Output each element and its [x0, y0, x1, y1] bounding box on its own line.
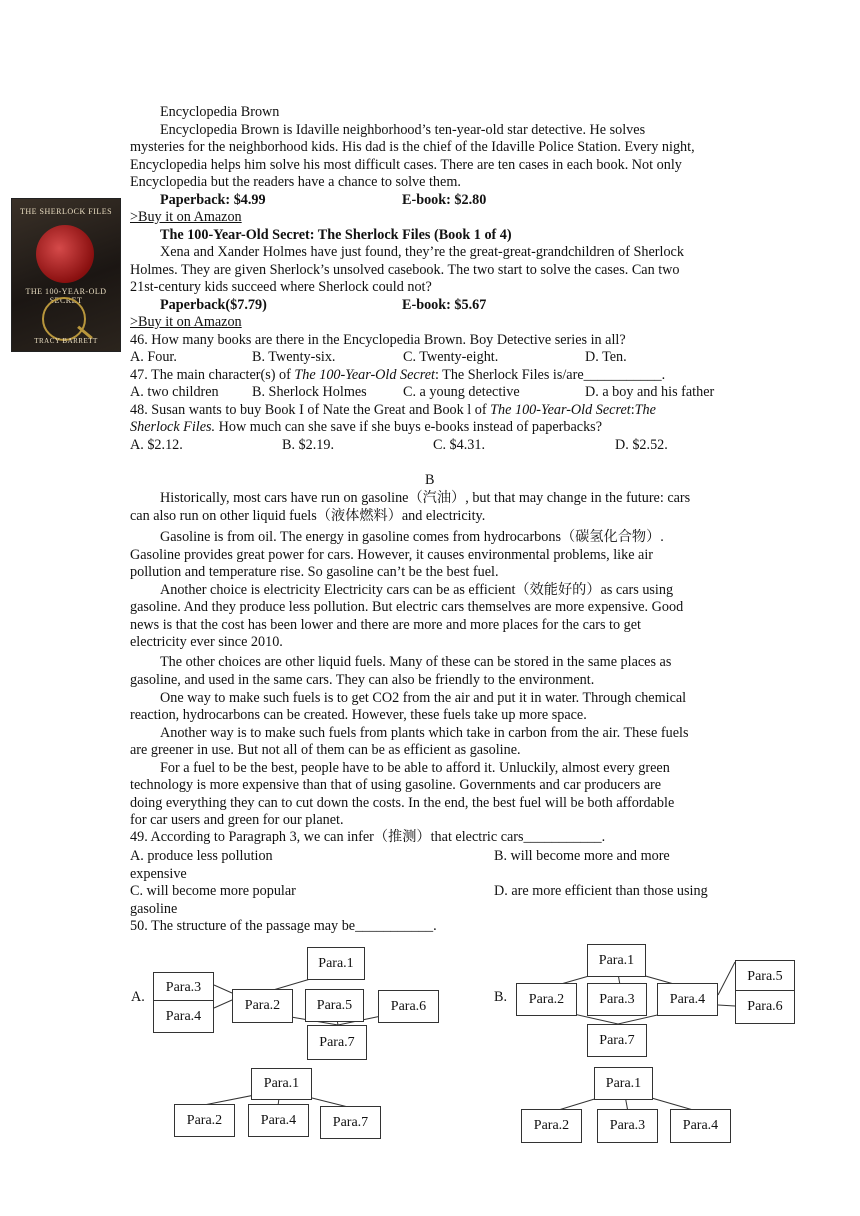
book2-amazon-link[interactable]: >Buy it on Amazon: [130, 314, 242, 330]
q47-stem-pre: 47. The main character(s) of: [130, 367, 295, 383]
passage-line: can also run on other liquid fuels（液体燃料）and electricity.: [130, 508, 486, 524]
q50-stem: 50. The structure of the passage may be___________.: [130, 918, 437, 934]
c-para4-box: Para.4: [248, 1104, 309, 1137]
passage-line: gasoline, and used in the same cars. They can also be friendly to the environment.: [130, 672, 595, 688]
book1-desc-3: Encyclopedia helps him solve his most difficult cases. There are ten cases in each book. Not only: [130, 157, 682, 173]
q48-option-b: B. $2.19.: [282, 437, 335, 453]
d-para3-box: Para.3: [597, 1109, 658, 1143]
cover-series: THE SHERLOCK FILES: [19, 207, 113, 216]
book1-amazon-link[interactable]: >Buy it on Amazon: [130, 209, 242, 225]
a-para6-box: Para.6: [378, 990, 439, 1023]
a-para4-box: Para.4: [153, 1000, 214, 1033]
q47-option-d: D. a boy and his father: [585, 384, 715, 400]
passage-line: are greener in use. But not all of them can be as efficient as gasoline.: [130, 742, 521, 758]
b-para3-box: Para.3: [587, 983, 647, 1016]
b-para5-box: Para.5: [735, 960, 795, 994]
cover-author: TRACY BARRETT: [34, 337, 98, 345]
passage-line: Another way is to make such fuels from plants which take in carbon from the air. These fuels: [160, 725, 689, 741]
q47-stem-post: : The Sherlock Files is/are___________.: [434, 367, 666, 383]
book1-desc-2: mysteries for the neighborhood kids. His dad is the chief of the Idaville Police Station. Every night,: [130, 139, 695, 155]
q48-option-d: D. $2.52.: [615, 437, 668, 453]
q48-option-c: C. $4.31.: [433, 437, 486, 453]
q48-line2-post: How much can she save if she buys e-books instead of paperbacks?: [215, 419, 602, 435]
passage-line: Another choice is electricity Electricity cars can be as efficient（效能好的）as cars using: [160, 582, 674, 598]
b-line-p4-p6: [718, 1005, 735, 1006]
passage-line: For a fuel to be the best, people have to be able to afford it. Unluckily, almost every green: [160, 760, 670, 776]
q47-option-c: C. a young detective: [403, 384, 520, 400]
passage-line: reaction, hydrocarbons can be created. However, these fuels take up more space.: [130, 707, 587, 723]
q49-option-b-cont: expensive: [130, 866, 187, 882]
q46-option-b: B. Twenty-six.: [252, 349, 336, 365]
cover-title: THE 100-YEAR-OLD SECRET: [25, 287, 107, 305]
q46-option-a: A. Four.: [130, 349, 177, 365]
passage-line: news is that the cost has been lower and there are more and more places for the cars to get: [130, 617, 641, 633]
q47-stem-italic: The 100-Year-Old Secret: [294, 367, 435, 383]
q48-line1-pre: 48. Susan wants to buy Book I of Nate the Great and Book l of: [130, 402, 491, 418]
b-para4-box: Para.4: [657, 983, 718, 1016]
book1-ebook-price: E-book: $2.80: [402, 192, 487, 208]
book1-desc-4: Encyclopedia but the readers have a chance to solve them.: [130, 174, 461, 190]
q49-option-b: B. will become more and more: [494, 848, 670, 864]
q46-option-c: C. Twenty-eight.: [403, 349, 499, 365]
book2-paperback-price: Paperback($7.79): [160, 297, 267, 313]
b-para2-box: Para.2: [516, 983, 577, 1016]
a-para1-box: Para.1: [307, 947, 365, 980]
q47-option-b: B. Sherlock Holmes: [252, 384, 367, 400]
passage-line: Historically, most cars have run on gasoline（汽油）, but that may change in the future: cars: [160, 490, 691, 506]
q46-option-d: D. Ten.: [585, 349, 627, 365]
c-para2-box: Para.2: [174, 1104, 235, 1137]
passage-line: Gasoline is from oil. The energy in gasoline comes from hydrocarbons（碳氢化合物）.: [160, 529, 664, 545]
passage-line: for car users and green for our planet.: [130, 812, 344, 828]
d-para2-box: Para.2: [521, 1109, 582, 1143]
book2-desc-1: Xena and Xander Holmes have just found, they’re the great-great-grandchildren of Sherlock: [160, 244, 684, 260]
c-para7-box: Para.7: [320, 1106, 381, 1139]
q47-option-a: A. two children: [130, 384, 219, 400]
book1-paperback-price: Paperback: $4.99: [160, 192, 266, 208]
a-para3-box: Para.3: [153, 972, 214, 1004]
q49-option-d: D. are more efficient than those using: [494, 883, 708, 899]
b-para6-box: Para.6: [735, 990, 795, 1024]
passage-line: One way to make such fuels is to get CO2 from the air and put it in water. Through chemical: [160, 690, 687, 706]
q49-option-a: A. produce less pollution: [130, 848, 273, 864]
q49-stem: 49. According to Paragraph 3, we can infer（推测）that electric cars___________.: [130, 829, 606, 845]
passage-line: technology is more expensive than that of using gasoline. Governments and car producers are: [130, 777, 662, 793]
a-line-p2-p4: [214, 1000, 232, 1008]
q49-option-c: C. will become more popular: [130, 883, 296, 899]
book2-ebook-price: E-book: $5.67: [402, 297, 487, 313]
q48-option-a: A. $2.12.: [130, 437, 183, 453]
q48-line1-italic2: The: [634, 402, 656, 418]
q48-line2-italic: Sherlock Files.: [130, 419, 216, 435]
passage-line: doing everything they can to cut down the costs. In the end, the best fuel will be both affordable: [130, 795, 675, 811]
a-para7-box: Para.7: [307, 1025, 367, 1060]
b-line-p4-p5: [718, 962, 735, 995]
option-a-label: A.: [131, 989, 145, 1005]
passage-line: The other choices are other liquid fuels. Many of these can be stored in the same places as: [160, 654, 672, 670]
q49-option-d-cont: gasoline: [130, 901, 178, 917]
book2-desc-3: 21st-century kids succeed where Sherlock could not?: [130, 279, 432, 295]
book2-desc-2: Holmes. They are given Sherlock’s unsolved casebook. The two start to solve the cases. Can two: [130, 262, 680, 278]
passage-line: Gasoline provides great power for cars. However, it causes environmental problems, like air: [130, 547, 654, 563]
passage-line: electricity ever since 2010.: [130, 634, 283, 650]
book1-desc-1: Encyclopedia Brown is Idaville neighborhood’s ten-year-old star detective. He solves: [160, 122, 646, 138]
passage-line: gasoline. And they produce less pollution. But electric cars themselves are more expensive. Good: [130, 599, 684, 615]
b-para1-box: Para.1: [587, 944, 646, 977]
q48-line1-mid: :: [630, 402, 635, 418]
book1-title: Encyclopedia Brown: [160, 104, 280, 120]
section-b-heading: B: [425, 472, 435, 488]
q48-line1-italic: The 100-Year-Old Secret: [490, 402, 631, 418]
a-para2-box: Para.2: [232, 989, 293, 1023]
d-para4-box: Para.4: [670, 1109, 731, 1143]
q46-stem: 46. How many books are there in the Encyclopedia Brown. Boy Detective series in all?: [130, 332, 626, 348]
a-para5-box: Para.5: [305, 989, 364, 1022]
b-para7-box: Para.7: [587, 1024, 647, 1057]
c-para1-box: Para.1: [251, 1068, 312, 1100]
option-b-label: B.: [494, 989, 508, 1005]
a-line-p2-p3: [214, 985, 232, 993]
d-para1-box: Para.1: [594, 1067, 653, 1100]
passage-line: pollution and temperature rise. So gasoline can’t be the best fuel.: [130, 564, 499, 580]
book2-title: The 100-Year-Old Secret: The Sherlock Files (Book 1 of 4): [160, 227, 512, 243]
